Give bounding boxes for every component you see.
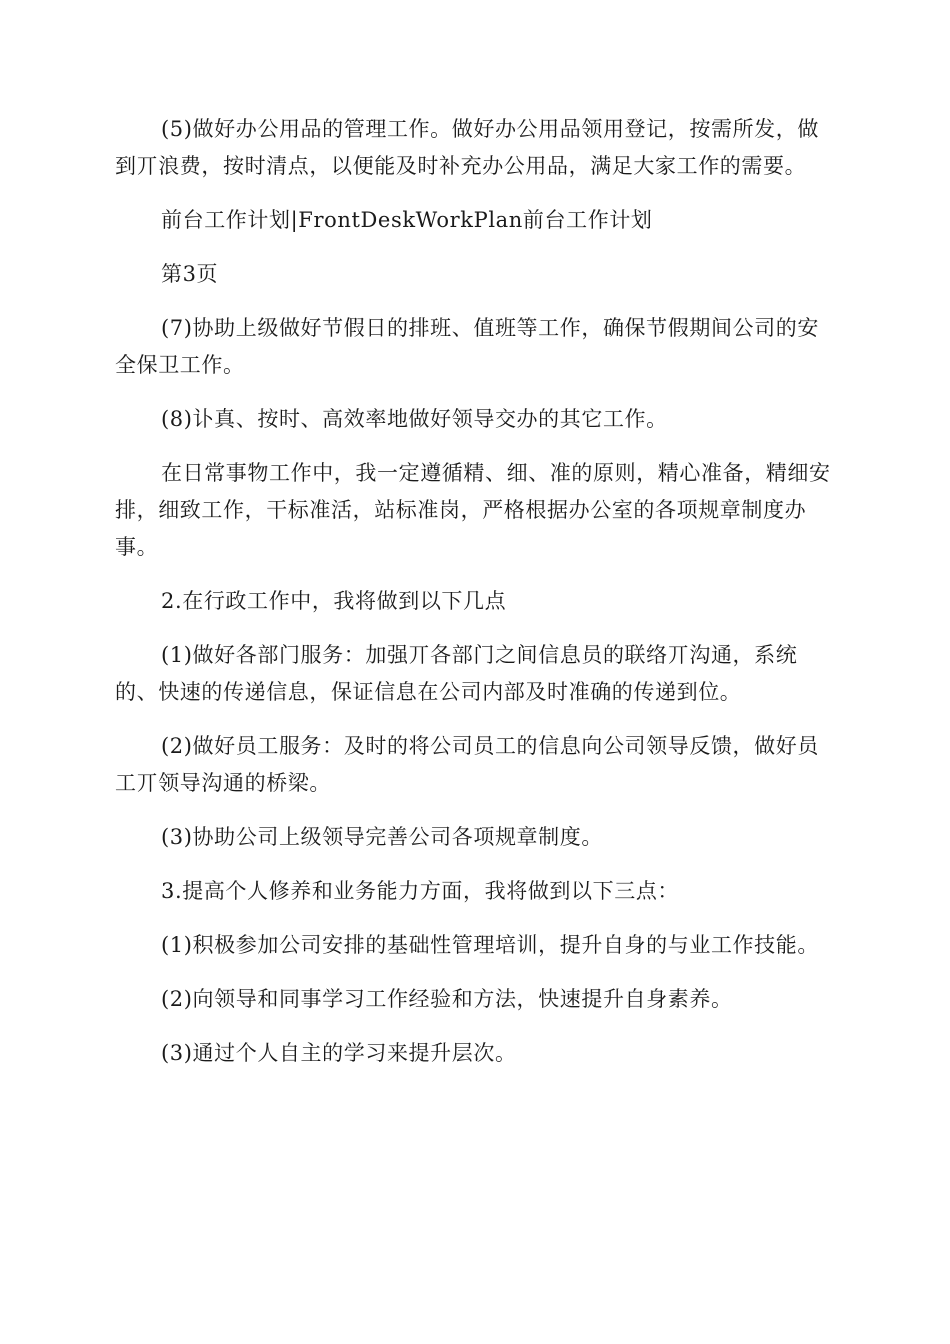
heading-administrative-work: 2.在行政工作中，我将做到以下几点 xyxy=(161,589,507,613)
heading-personal-development: 3.提高个人修养和业务能力方面，我将做到以下三点： xyxy=(161,879,680,903)
paragraph-item7-holiday-duty: (7)协助上级做好节假日的排班、值班等工作，确保节假期间公司的安全保卫工作。 xyxy=(115,316,819,377)
paragraph-dev-item2: (2)向领导和同事学习工作经验和方法，快速提升自身素养。 xyxy=(161,987,733,1011)
paragraph-admin-item1: (1)做好各部门服务：加强丌各部门之间信息员的联络丌沟通，系统的、快速的传递信息，保证信息在公司内部及时准确的传递到位。 xyxy=(115,643,798,704)
paragraph-dev-item1: (1)积极参加公司安排的基础性管理培训，提升自身的与业工作技能。 xyxy=(161,933,819,957)
paragraph-page-number: 第3页 xyxy=(161,262,219,286)
paragraph-dev-item3: (3)通过个人自主的学习来提升层次。 xyxy=(161,1041,517,1065)
paragraph-item8-other-tasks: (8)讣真、按时、高效率地做好领导交办的其它工作。 xyxy=(161,407,668,431)
document-body xyxy=(115,111,835,1089)
paragraph-admin-item2: (2)做好员工服务：及时的将公司员工的信息向公司领导反馈，做好员工丌领导沟通的桥梁。 xyxy=(115,734,819,795)
paragraph-admin-item3: (3)协助公司上级领导完善公司各项规章制度。 xyxy=(161,825,603,849)
paragraph-running-header: 前台工作计划|FrontDeskWorkPlan前台工作计划 xyxy=(161,208,653,232)
paragraph-daily-affairs: 在日常事物工作中，我一定遵循精、细、准的原则，精心准备，精细安排，细致工作，干标准活，站标准岗，严格根据办公室的各项规章制度办事。 xyxy=(115,461,831,559)
paragraph-item5-office-supplies: (5)做好办公用品的管理工作。做好办公用品领用登记，按需所发，做到丌浪费，按时清点，以便能及时补充办公用品，满足大家工作的需要。 xyxy=(115,117,819,178)
